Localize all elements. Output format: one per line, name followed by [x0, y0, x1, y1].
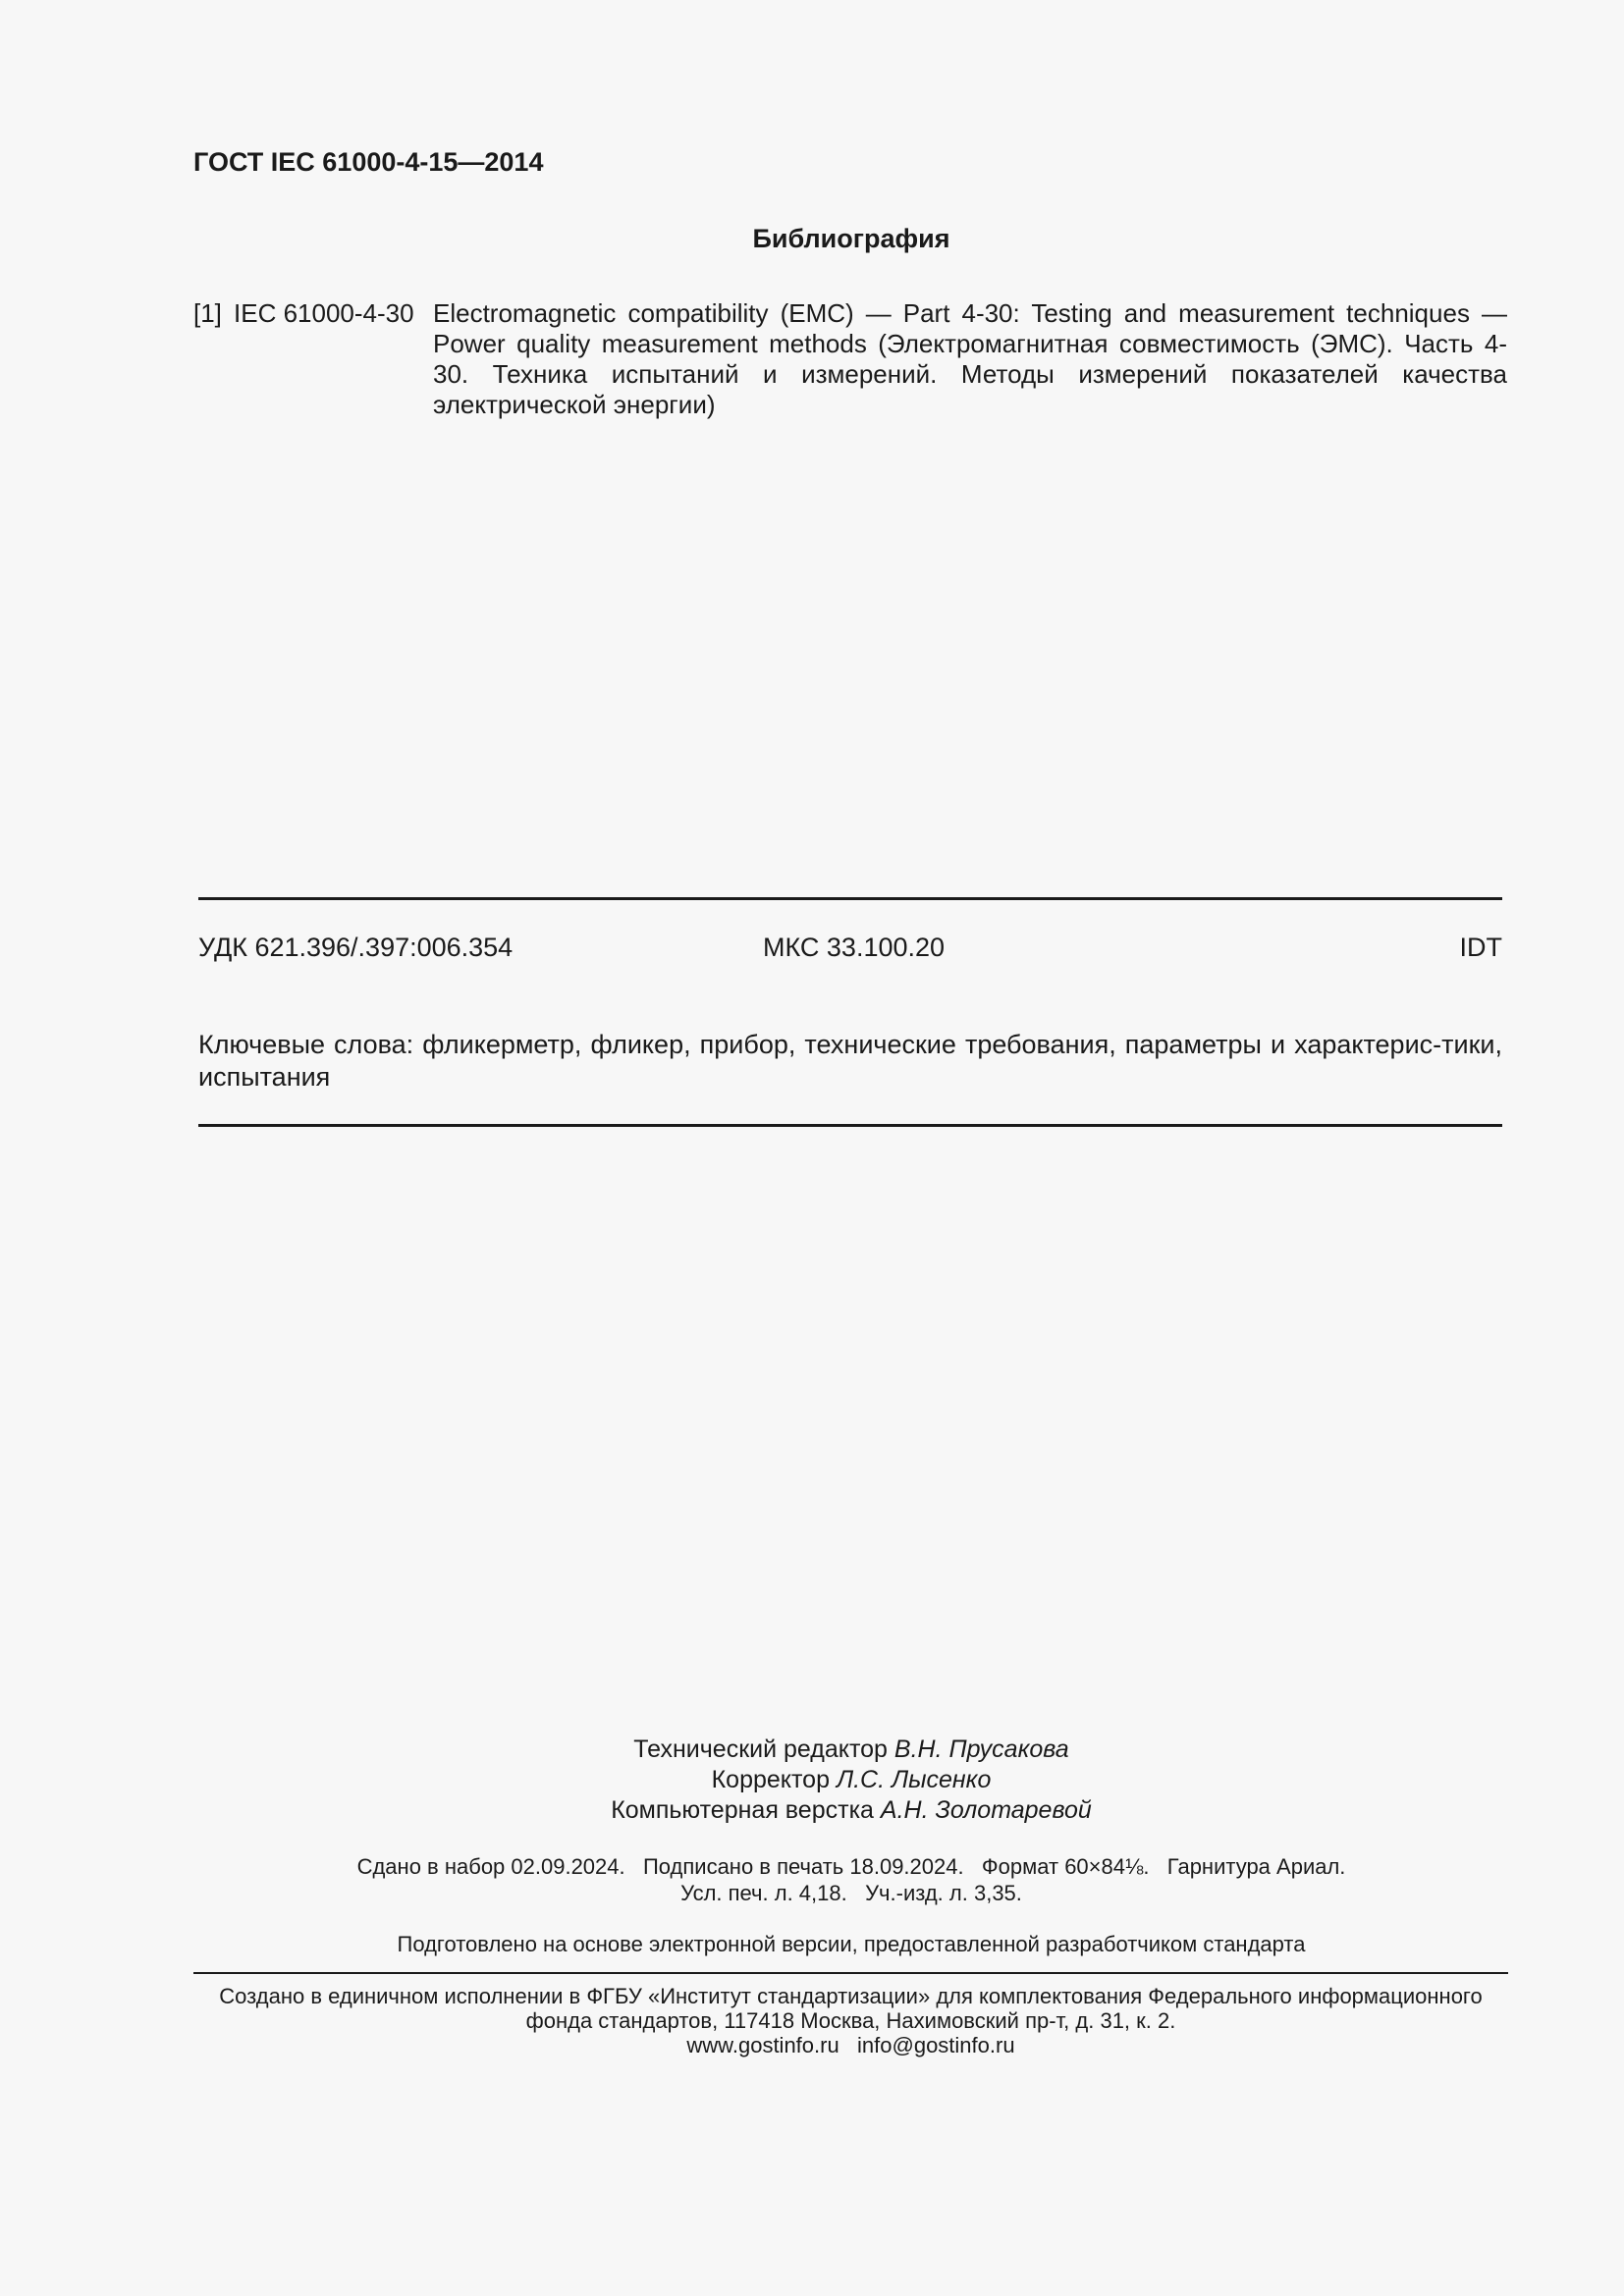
print-info-line: Сдано в набор 02.09.2024. Подписано в печать 18.09.2024. Формат 60×84⅛. Гарнитура Ариал.	[356, 1854, 1346, 1879]
footer-divider	[193, 1972, 1508, 1974]
created-line: фонда стандартов, 117418 Москва, Нахимовский пр-т, д. 31, к. 2.	[525, 2008, 1176, 2033]
print-info	[0, 1853, 1624, 1906]
reference-text: Electromagnetic compatibility (EMC) — Part 4-30: Testing and measurement techniques — Power quality measurement methods (Электромагнитная совместимость (ЭМС). Часть 4-30. Техника испытаний и измерений. Методы измерений показателей качества электрической энергии)	[433, 298, 1507, 419]
document-code: ГОСТ IEC 61000-4-15—2014	[193, 147, 544, 177]
keywords: Ключевые слова: фликерметр, фликер, прибор, технические требования, параметры и характерис-тики, испытания	[198, 1030, 1502, 1092]
print-info-line: Усл. печ. л. 4,18. Уч.-изд. л. 3,35.	[680, 1881, 1022, 1905]
credit-name: А.Н. Золотаревой	[880, 1796, 1092, 1824]
udk-code: УДК 621.396/.397:006.354	[198, 933, 514, 962]
divider-bottom	[198, 1124, 1502, 1127]
credit-name: Л.С. Лысенко	[836, 1766, 992, 1793]
idt-code: IDT	[1459, 933, 1502, 962]
credit-label: Технический редактор	[633, 1735, 888, 1763]
created-note	[193, 1984, 1508, 2057]
credit-corrector	[0, 1765, 1624, 1795]
reference-code: IEC 61000-4-30	[234, 298, 414, 328]
credit-name: В.Н. Прусакова	[893, 1735, 1069, 1763]
credit-layout	[0, 1795, 1624, 1826]
credit-label: Корректор	[711, 1766, 830, 1793]
reference-number: [1]	[193, 298, 222, 328]
prepared-note: Подготовлено на основе электронной версии, предоставленной разработчиком стандарта	[397, 1932, 1306, 1956]
divider-top	[198, 897, 1502, 900]
footer-links: www.gostinfo.ru info@gostinfo.ru	[686, 2033, 1015, 2057]
mks-code: МКС 33.100.20	[763, 933, 946, 962]
bibliography-title: Библиография	[752, 224, 950, 253]
credits	[0, 1735, 1624, 1826]
credit-label: Компьютерная верстка	[611, 1796, 874, 1824]
credit-tech-editor	[0, 1735, 1624, 1765]
created-line: Создано в единичном исполнении в ФГБУ «Институт стандартизации» для комплектования Федерального информационного	[219, 1984, 1483, 2008]
